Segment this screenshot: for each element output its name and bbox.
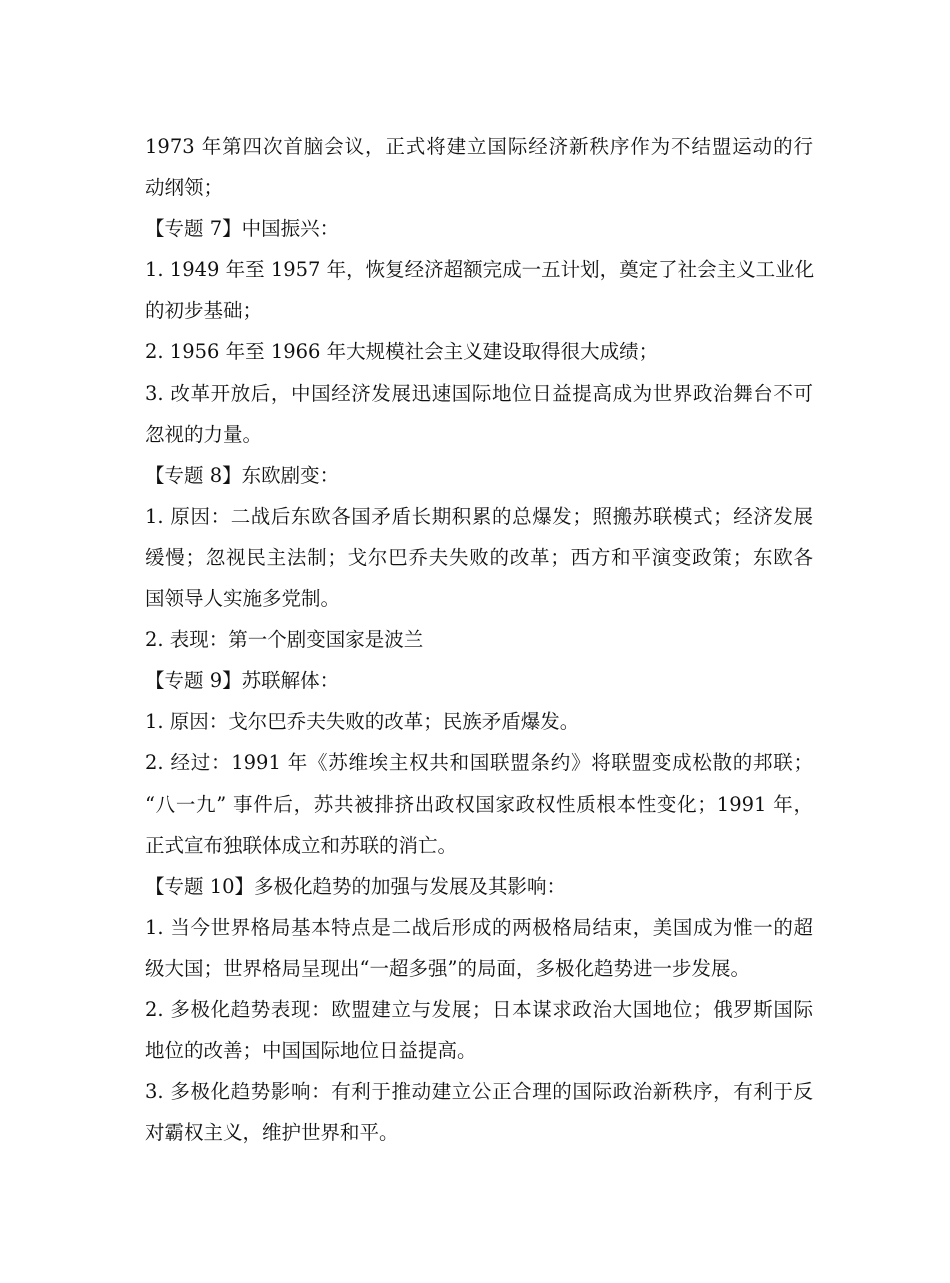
text-line: 2. 表现：第一个剧变国家是波兰 [145,628,424,652]
text-line: 1. 当今世界格局基本特点是二战后形成的两极格局结束，美国成为惟一的超 [145,915,813,939]
text-line: 2. 多极化趋势表现：欧盟建立与发展；日本谋求政治大国地位；俄罗斯国际 [145,997,813,1021]
text-line: 忽视的力量。 [145,422,263,446]
text-line: 级大国；世界格局呈现出“一超多强”的局面，多极化趋势进一步发展。 [145,956,750,980]
text-line: 2. 1956 年至 1966 年大规模社会主义建设取得很大成绩； [145,340,659,364]
document-body [145,126,813,1153]
section-heading: 【专题 9】苏联解体： [145,669,340,693]
text-line: “八一九” 事件后，苏共被排挤出政权国家政权性质根本性变化；1991 年， [145,792,813,816]
text-line: 1. 原因：二战后东欧各国矛盾长期积累的总爆发；照搬苏联模式；经济发展 [145,504,813,528]
text-line: 正式宣布独联体成立和苏联的消亡。 [145,833,458,857]
text-line: 动纲领； [145,176,224,200]
text-line: 1. 1949 年至 1957 年，恢复经济超额完成一五计划，奠定了社会主义工业化 [145,258,815,282]
section-heading: 【专题 8】东欧剧变： [145,463,340,487]
text-line: 的初步基础； [145,299,263,323]
text-line: 地位的改善；中国国际地位日益提高。 [145,1039,477,1063]
text-line: 3. 多极化趋势影响：有利于推动建立公正合理的国际政治新秩序，有利于反 [145,1080,813,1104]
text-line: 对霸权主义，维护世界和平。 [145,1121,399,1145]
section-heading: 【专题 7】中国振兴： [145,217,340,241]
text-line: 2. 经过：1991 年《苏维埃主权共和国联盟条约》将联盟变成松散的邦联； [145,751,813,775]
text-line: 1. 原因：戈尔巴乔夫失败的改革；民族矛盾爆发。 [145,710,580,734]
text-line: 国领导人实施多党制。 [145,587,341,611]
text-line: 缓慢；忽视民主法制；戈尔巴乔夫失败的改革；西方和平演变政策；东欧各 [145,545,813,569]
text-line: 1973 年第四次首脑会议，正式将建立国际经济新秩序作为不结盟运动的行 [145,135,813,158]
text-line: 3. 改革开放后，中国经济发展迅速国际地位日益提高成为世界政治舞台不可 [145,381,813,405]
section-heading: 【专题 10】多极化趋势的加强与发展及其影响： [145,874,567,898]
